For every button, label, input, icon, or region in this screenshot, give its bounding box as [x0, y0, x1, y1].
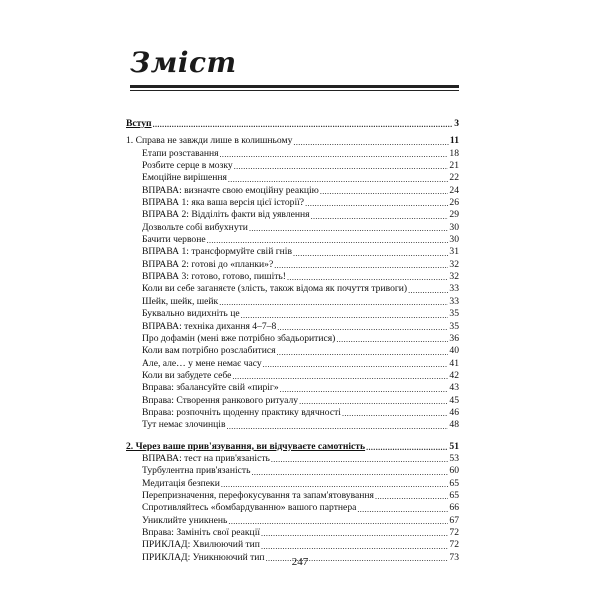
leader-dots: [220, 150, 449, 160]
toc-entry-page: 40: [449, 345, 459, 357]
toc-entry-page: 51: [449, 440, 459, 452]
toc-entry-intro: [126, 118, 459, 130]
toc-entry: [126, 308, 459, 320]
toc-entry-label: 2. Через ваше прив'язування, ви відчуваєте самотність: [126, 440, 366, 452]
toc-entry-page: 21: [449, 160, 459, 172]
leader-dots: [153, 120, 454, 130]
page-title: Зміст: [130, 46, 237, 79]
toc-entry-page: 73: [449, 551, 459, 563]
toc-entry-page: 72: [449, 527, 459, 538]
toc-entry-label: Але, але… у мене немає часу: [142, 357, 262, 369]
toc-entry: [126, 419, 459, 431]
toc-chapter-heading: [126, 441, 459, 453]
leader-dots: [274, 261, 448, 271]
toc-entry-label: ВПРАВА: тест на прив'язаність: [142, 452, 270, 464]
table-of-contents: [126, 118, 459, 564]
leader-dots: [311, 212, 449, 222]
toc-entry-label: Вправа: Замініть свої реакції: [142, 527, 261, 538]
leader-dots: [408, 286, 448, 296]
toc-entry-label: ВПРАВА 1: трансформуйте свій гнів: [142, 246, 292, 258]
toc-entry: [126, 185, 459, 197]
toc-entry-label: Вправа: збалансуйте свій «пиріг»: [142, 382, 279, 394]
toc-entry-label: ВПРАВА 3: готово, готово, пишіть!: [142, 271, 287, 283]
leader-dots: [234, 162, 449, 172]
page-number: 247: [291, 556, 309, 568]
toc-entry-label: Буквально видихніть це: [142, 308, 240, 320]
toc-entry-label: ПРИКЛАД: Уникнюючий тип: [142, 551, 265, 563]
leader-dots: [261, 542, 448, 552]
toc-entry-page: 33: [449, 295, 459, 307]
toc-entry-label: Перепризначення, перефокусування та запам'ятовування: [142, 489, 374, 501]
toc-entry-page: 46: [449, 406, 459, 418]
leader-dots: [357, 505, 448, 515]
toc-entry: [126, 382, 459, 394]
toc-entry-page: 45: [449, 394, 459, 406]
toc-entry: [126, 465, 459, 477]
leader-dots: [366, 443, 448, 453]
toc-entry-page: 33: [449, 283, 459, 295]
chapter2-entries: [126, 453, 459, 564]
toc-entry-page: 31: [449, 246, 459, 258]
toc-entry: [126, 490, 459, 502]
leader-dots: [232, 372, 448, 382]
toc-entry: [126, 527, 459, 539]
toc-entry-label: Дозвольте собі вибухнути: [142, 221, 248, 233]
leader-dots: [263, 360, 449, 370]
toc-entry-page: 11: [449, 135, 459, 147]
leader-dots: [336, 335, 448, 345]
toc-entry-label: Коли вам потрібно розслабитися: [142, 345, 276, 357]
toc-entry-label: ПРИКЛАД: Хвилюючий тип: [142, 539, 260, 551]
leader-dots: [277, 323, 448, 333]
toc-entry-page: 3: [454, 118, 459, 129]
leader-dots: [221, 480, 449, 490]
toc-entry-label: Вправа: Створення ранкового ритуалу: [142, 394, 299, 406]
toc-entry: [126, 222, 459, 234]
toc-entry: [126, 271, 459, 283]
toc-entry: [126, 478, 459, 490]
leader-dots: [342, 409, 448, 419]
leader-dots: [293, 138, 449, 148]
toc-entry-page: 36: [449, 332, 459, 344]
toc-entry: [126, 333, 459, 345]
toc-entry-label: Етапи розставання: [142, 147, 219, 159]
toc-entry-page: 65: [449, 489, 459, 501]
toc-entry: [126, 234, 459, 246]
toc-entry-page: 29: [449, 209, 459, 221]
toc-entry: [126, 370, 459, 382]
toc-entry: [126, 209, 459, 221]
toc-entry-label: Спротивляйтесь «бомбардуванню» вашого партнера: [142, 502, 357, 514]
toc-entry-page: 41: [449, 357, 459, 369]
leader-dots: [228, 517, 448, 527]
toc-entry: [126, 197, 459, 209]
leader-dots: [277, 348, 449, 358]
toc-entry-label: Медитація безпеки: [142, 477, 220, 489]
chapter1-entries: [126, 148, 459, 432]
toc-entry-label: Турбулентна прив'язаність: [142, 465, 251, 477]
leader-dots: [241, 311, 449, 321]
toc-entry-label: ВПРАВА 1: яка ваша версія цієї історії?: [142, 197, 305, 209]
toc-entry: [126, 358, 459, 370]
leader-dots: [271, 455, 449, 465]
toc-entry-label: Емоційне вирішення: [142, 172, 227, 184]
toc-entry-label: Коли ви забудете себе: [142, 369, 232, 381]
toc-entry-label: ВПРАВА 2: готові до «планки»?: [142, 258, 274, 270]
leader-dots: [280, 385, 449, 395]
toc-entry-label: Шейк, шейк, шейк: [142, 295, 219, 307]
toc-entry: [126, 539, 459, 551]
toc-entry-page: 72: [449, 539, 459, 551]
toc-entry: [126, 148, 459, 160]
toc-entry-label: Униклийте уникнень: [142, 514, 228, 526]
leader-dots: [261, 529, 448, 539]
leader-dots: [320, 187, 449, 197]
toc-entry-label: Розбите серце в мозку: [142, 160, 233, 172]
toc-entry-label: Коли ви себе заганяєте (злість, також відома як почуття тривоги): [142, 283, 408, 295]
title-rule-thin: [130, 90, 459, 91]
toc-entry-page: 22: [449, 172, 459, 184]
leader-dots: [293, 249, 448, 259]
leader-dots: [305, 199, 448, 209]
leader-dots: [375, 492, 448, 502]
toc-entry-page: 42: [449, 369, 459, 381]
toc-entry-page: 48: [449, 419, 459, 431]
toc-entry-label: Бачити червоне: [142, 234, 206, 246]
toc-entry-label: ВПРАВА 2: Відділіть факти від уявлення: [142, 209, 310, 221]
leader-dots: [251, 468, 448, 478]
toc-entry-page: 30: [449, 234, 459, 246]
toc-entry-label: 1. Справа не завжди лише в колишньому: [126, 135, 293, 147]
leader-dots: [287, 273, 448, 283]
toc-entry-page: 18: [449, 147, 459, 159]
title-rule-thick: [130, 85, 459, 88]
toc-entry-page: 67: [449, 514, 459, 526]
leader-dots: [299, 397, 448, 407]
toc-entry-page: 30: [449, 221, 459, 233]
toc-entry-label: ВПРАВА: визначте свою емоційну реакцію: [142, 184, 319, 196]
leader-dots: [228, 175, 449, 185]
toc-entry-page: 65: [449, 477, 459, 489]
toc-entry-page: 24: [449, 184, 459, 196]
toc-entry-label: Про дофамін (мені вже потрібно збадьоритися): [142, 332, 336, 344]
toc-entry-page: 35: [449, 308, 459, 320]
toc-entry: [126, 345, 459, 357]
leader-dots: [249, 224, 448, 234]
toc-entry-page: 32: [449, 258, 459, 270]
toc-entry-label: ВПРАВА: техніка дихання 4–7–8: [142, 320, 277, 332]
toc-entry: [126, 407, 459, 419]
toc-entry: [126, 321, 459, 333]
toc-entry: [126, 453, 459, 465]
toc-entry: [126, 172, 459, 184]
toc-entry-page: 32: [449, 271, 459, 283]
toc-entry: [126, 502, 459, 514]
toc-entry-label: Вступ: [126, 118, 152, 129]
toc-entry-page: 26: [449, 197, 459, 209]
toc-entry-label: Вправа: розпочніть щоденну практику вдячності: [142, 406, 341, 418]
toc-entry-page: 53: [449, 452, 459, 464]
leader-dots: [227, 422, 449, 432]
toc-entry-page: 66: [449, 502, 459, 514]
leader-dots: [207, 236, 449, 246]
toc-entry: [126, 395, 459, 407]
toc-entry: [126, 160, 459, 172]
toc-chapter-heading: [126, 135, 459, 147]
toc-entry-label: Тут немає злочинців: [142, 419, 226, 431]
toc-entry: [126, 283, 459, 295]
toc-entry-page: 43: [449, 382, 459, 394]
toc-entry: [126, 259, 459, 271]
leader-dots: [219, 298, 448, 308]
toc-entry: [126, 296, 459, 308]
toc-entry-page: 60: [449, 465, 459, 477]
toc-entry: [126, 246, 459, 258]
toc-entry-page: 35: [449, 320, 459, 332]
toc-entry: [126, 515, 459, 527]
